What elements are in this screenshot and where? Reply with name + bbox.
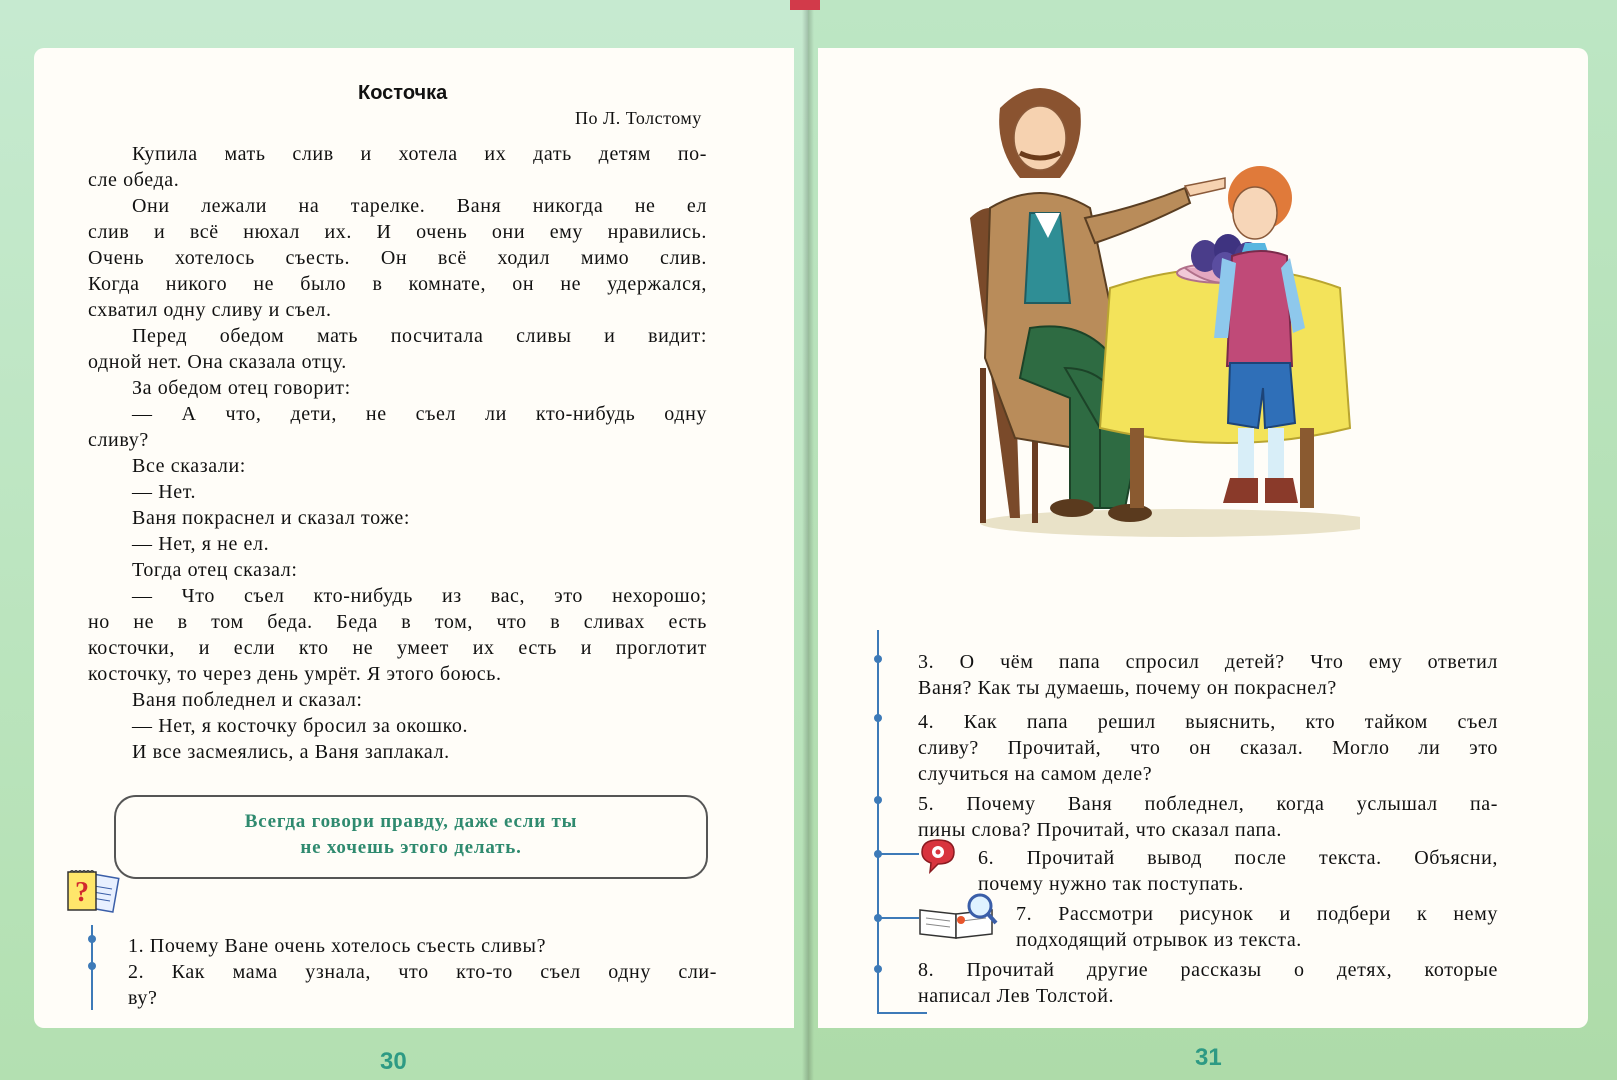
question-guide-line [877,630,879,1014]
text-line: но не в том беда. Беда в том, что в сливах есть [88,611,707,633]
text-line: Очень хотелось съесть. Он всё ходил мимо слив. [88,247,707,269]
question-line: 8. Прочитай другие рассказы о детях, которые [918,959,1498,981]
question-marker [88,962,96,970]
question-line: 7. Рассмотри рисунок и подбери к нему [1016,903,1498,925]
page-number-right: 31 [1195,1044,1222,1071]
moral-line: не хочешь этого делать. [300,837,522,858]
icon-connector [877,917,919,919]
question-line: 4. Как папа решил выяснить, кто тайком съел [918,711,1498,733]
text-line: Они лежали на тарелке. Ваня никогда не ел [132,195,707,217]
question-line: Ваня? Как ты думаешь, почему он покраснел? [918,677,1337,699]
page-number-left: 30 [380,1048,407,1075]
text-line: сливу? [88,429,149,451]
question-line: случиться на самом деле? [918,763,1153,785]
text-line: Купила мать слив и хотела их дать детям по- [132,143,707,165]
question-marker [874,965,882,973]
question-notes-icon [64,868,124,924]
question-line: сливу? Прочитай, что он сказал. Могло ли это [918,737,1498,759]
question-line: пины слова? Прочитай, что сказал папа. [918,819,1282,841]
text-line: Ваня побледнел и сказал: [132,689,363,711]
question-marker [88,935,96,943]
question-line: 3. О чём папа спросил детей? Что ему ответил [918,651,1498,673]
book-magnifier-icon [916,890,1000,940]
story-author: По Л. Толстому [575,108,702,128]
question-line: подходящий отрывок из текста. [1016,929,1302,951]
icon-connector [877,853,919,855]
question-line: 1. Почему Ване очень хотелось съесть сливы? [128,935,547,957]
text-line: Тогда отец сказал: [132,559,298,581]
text-line: Все сказали: [132,455,246,477]
speech-bubble-icon [918,838,958,874]
question-line: написал Лев Толстой. [918,985,1115,1007]
text-line: сле обеда. [88,169,180,191]
text-line: Когда никого не было в комнате, он не удержался, [88,273,707,295]
story-title: Косточка [358,82,448,104]
question-line: 2. Как мама узнала, что кто-то съел одну сли- [128,961,717,983]
text-line: И все засмеялись, а Ваня заплакал. [132,741,450,763]
question-marker [874,796,882,804]
book-spine [802,0,814,1080]
question-guide-end [877,1012,927,1014]
text-line: одной нет. Она сказала отцу. [88,351,347,373]
question-marker [874,714,882,722]
question-line: 6. Прочитай вывод после текста. Объясни, [978,847,1498,869]
text-line: — Что съел кто-нибудь из вас, это нехорошо; [132,585,707,607]
text-line: косточку, то через день умрёт. Я этого боюсь. [88,663,502,685]
text-line: — Нет. [132,481,197,503]
moral-line: Всегда говори правду, даже если ты [244,811,578,832]
text-line: — Нет, я не ел. [132,533,270,555]
story-illustration [960,68,1360,538]
svg-text:?: ? [75,877,89,908]
text-line: Перед обедом мать посчитала сливы и видит: [132,325,707,347]
text-line: — Нет, я косточку бросил за окошко. [132,715,469,737]
text-line: Ваня покраснел и сказал тоже: [132,507,411,529]
text-line: — А что, дети, не съел ли кто-нибудь одну [132,403,707,425]
text-line: слив и всё нюхал их. И очень они ему нравились. [88,221,707,243]
question-line: почему нужно так поступать. [978,873,1244,895]
text-line: схватил одну сливу и съел. [88,299,332,321]
question-line: ву? [128,987,158,1009]
question-marker [874,655,882,663]
moral-box [114,795,708,879]
text-line: За обедом отец говорит: [132,377,351,399]
question-line: 5. Почему Ваня побледнел, когда услышал па- [918,793,1498,815]
bookmark-ribbon [790,0,820,10]
text-line: косточки, и если кто не умеет их есть и проглотит [88,637,707,659]
